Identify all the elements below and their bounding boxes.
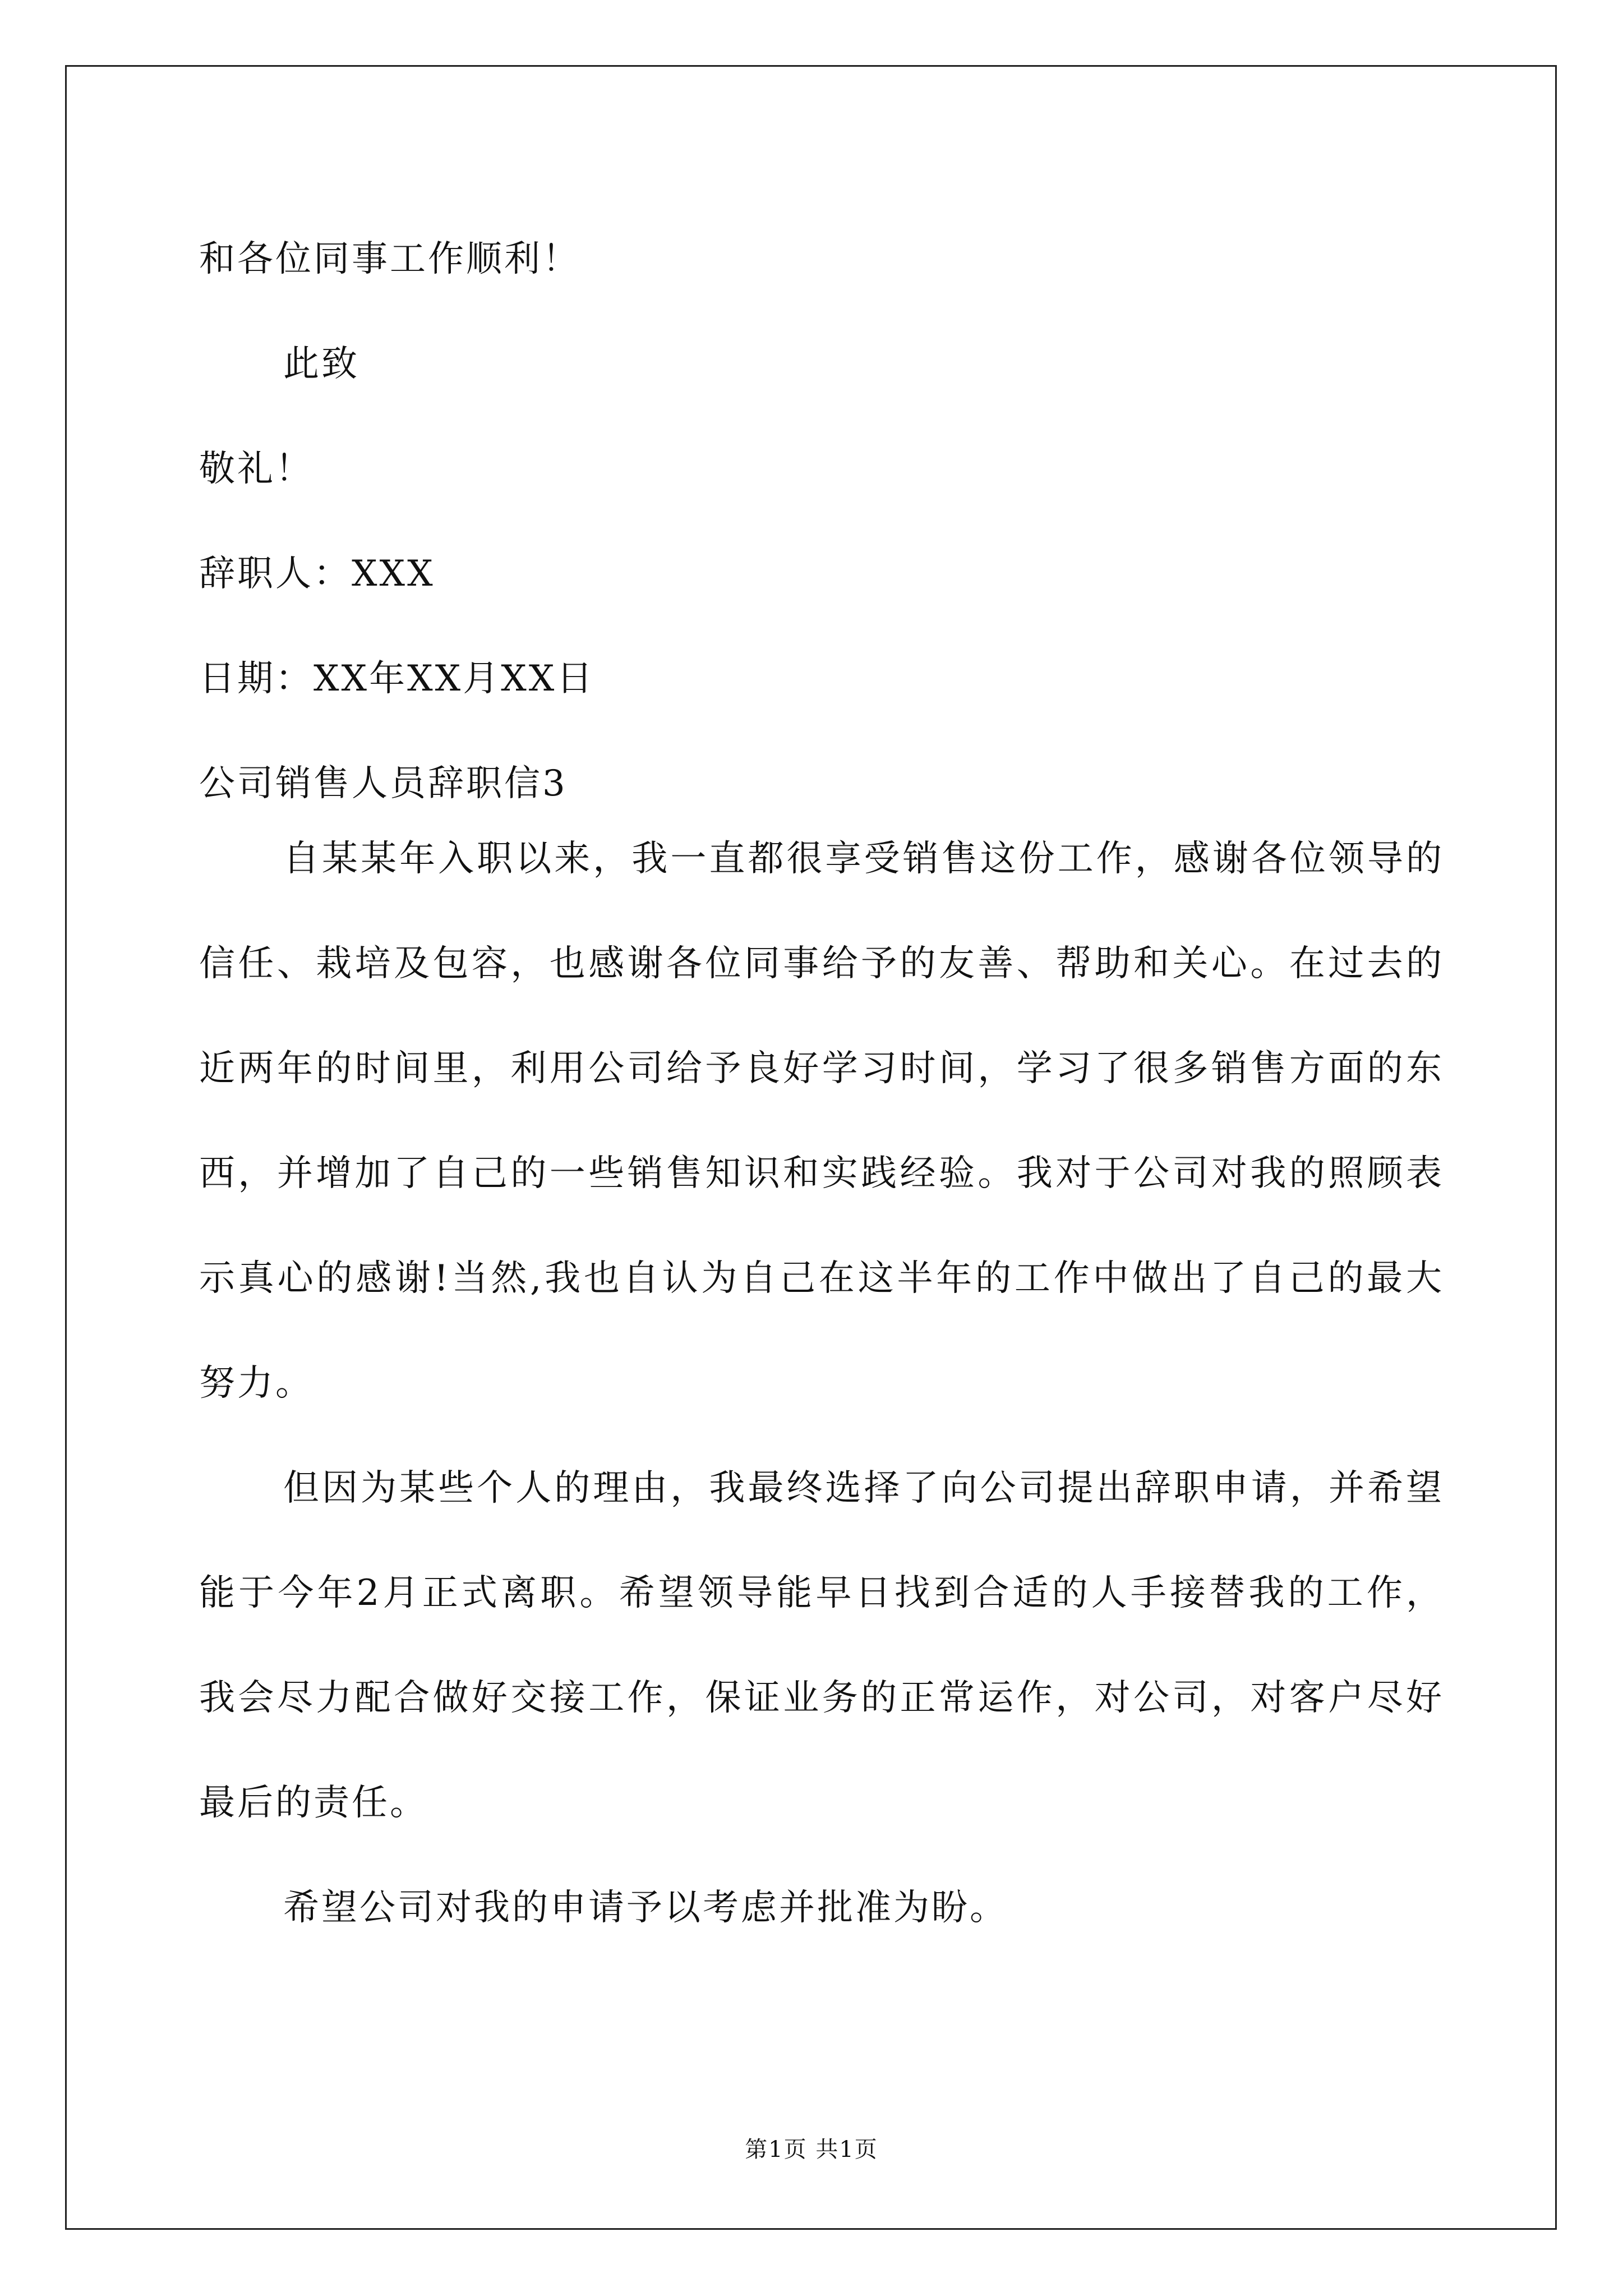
closing-wish: 和各位同事工作顺利！: [199, 238, 580, 280]
paragraph-1: 自某某年入职以来，我一直都很享受销售这份工作，感谢各位领导的信任、栽培及包容，也感谢各位同事给予的友善、帮助和关心。在过去的近两年的时间里，利用公司给予良好学习时间，学习了很多销售方面的东西，并增加了自己的一些销售知识和实践经验。我对于公司对我的照顾表示真心的感谢!当然,我也自认为自己在这半年的工作中做出了自己的最大努力。: [199, 838, 1444, 1404]
signer-line: 辞职人：XXX: [199, 553, 435, 595]
salutation-line-2: 敬礼！: [199, 448, 313, 490]
paragraph-2: 但因为某些个人的理由，我最终选择了向公司提出辞职申请，并希望能于今年2月正式离职。希望领导能早日找到合适的人手接替我的工作，我会尽力配合做好交接工作，保证业务的正常运作，对公司，对客户尽好最后的责任。: [199, 1467, 1444, 1824]
section-title: 公司销售人员辞职信3: [199, 763, 568, 804]
paragraph-3: 希望公司对我的申请予以考虑并批准为盼。: [283, 1887, 1008, 1929]
page-footer: 第1页 共1页: [745, 2137, 878, 2162]
date-line: 日期：XX年XX月XX日: [199, 658, 595, 700]
salutation-line-1: 此致: [283, 343, 359, 385]
